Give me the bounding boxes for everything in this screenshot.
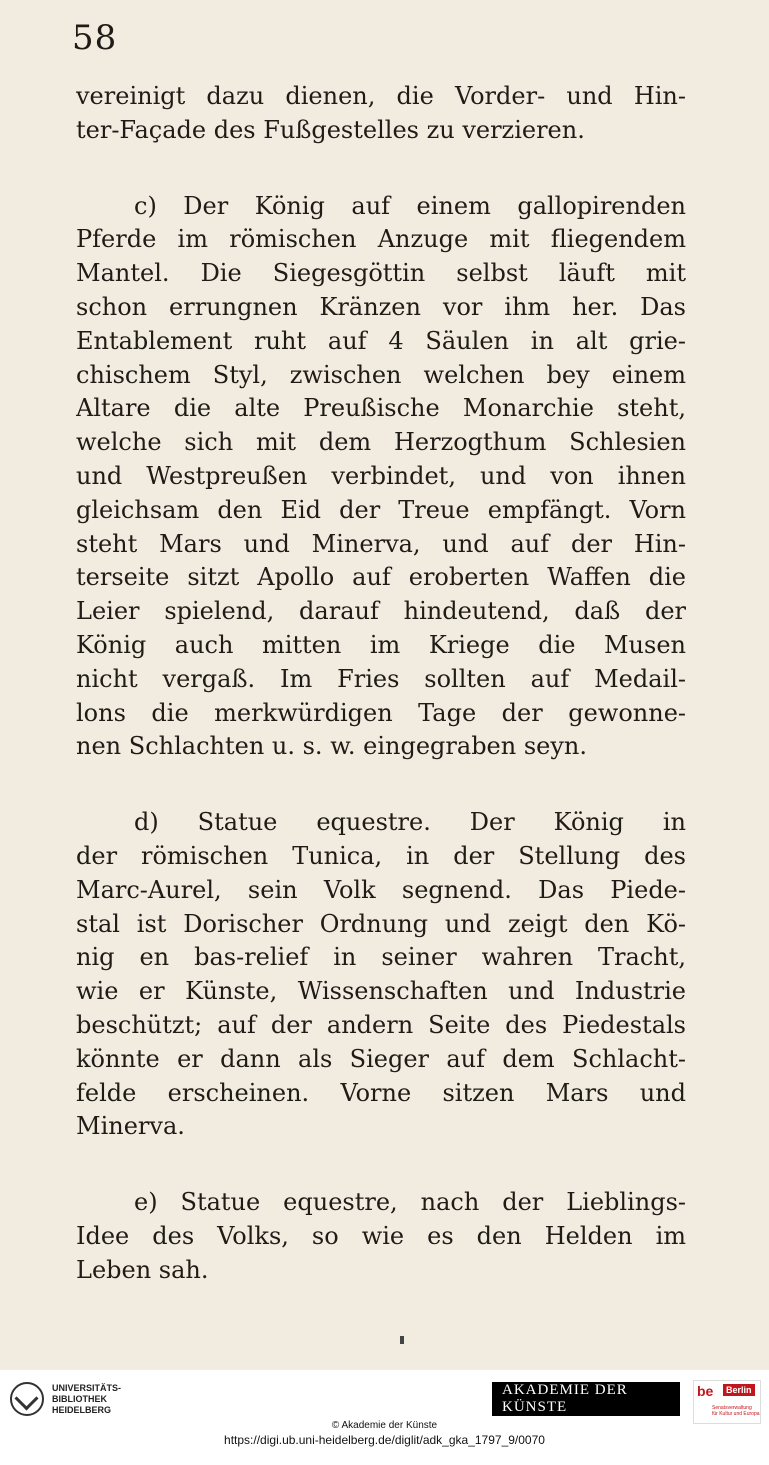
text-line: nig en bas-relief in seiner wahren Tracht, bbox=[76, 943, 686, 972]
copyright-text: © Akademie der Künste bbox=[331, 1420, 438, 1431]
text-line: schon errungnen Kränzen vor ihm her. Das bbox=[76, 292, 686, 321]
text-line: nicht vergaß. Im Fries sollten auf Medail- bbox=[76, 664, 686, 693]
text-line: vereinigt dazu dienen, die Vorder- und Hin- bbox=[76, 82, 686, 110]
text-line: und Westpreußen verbindet, und von ihnen bbox=[76, 461, 686, 490]
text-line: nen Schlachten u. s. w. eingegraben seyn. bbox=[76, 732, 588, 761]
text-line: Idee des Volks, so wie es den Helden im bbox=[76, 1221, 686, 1250]
paragraph bbox=[76, 80, 686, 148]
text-line: terseite sitzt Apollo auf eroberten Waffen die bbox=[76, 563, 686, 592]
paragraph bbox=[76, 806, 686, 1144]
paragraph-gap bbox=[76, 156, 686, 190]
ub-line: UNIVERSITÄTS- bbox=[52, 1382, 122, 1393]
text-line: Altare die alte Preußische Monarchie steht, bbox=[76, 394, 686, 423]
berlin-be: be bbox=[697, 1383, 714, 1399]
berlin-sub-line: Senatsverwaltung bbox=[712, 1405, 752, 1411]
ink-mark bbox=[400, 1336, 404, 1344]
text-line: Leben sah. bbox=[76, 1255, 209, 1284]
text-line: Marc-Aurel, sein Volk segnend. Das Piede- bbox=[76, 875, 686, 904]
text-line: felde erscheinen. Vorne sitzen Mars und bbox=[76, 1078, 686, 1107]
paragraph bbox=[76, 1186, 686, 1287]
paragraph-gap bbox=[76, 1152, 686, 1186]
text-line: Leier spielend, darauf hindeutend, daß der bbox=[76, 597, 686, 626]
text-line: c) Der König auf einem gallopirenden bbox=[134, 191, 686, 220]
text-line: gleichsam den Eid der Treue empfängt. Vorn bbox=[76, 495, 686, 524]
source-url[interactable]: https://digi.ub.uni-heidelberg.de/diglit/adk_gka_1797_9/0070 bbox=[224, 1433, 545, 1447]
text-line: e) Statue equestre, nach der Lieblings- bbox=[134, 1188, 686, 1217]
page-text bbox=[76, 80, 686, 1296]
akademie-logo[interactable] bbox=[491, 1382, 681, 1416]
text-line: Pferde im römischen Anzuge mit fliegendem bbox=[76, 225, 686, 254]
text-line: stal ist Dorischer Ordnung und zeigt den Kö- bbox=[76, 909, 686, 938]
ub-line: BIBLIOTHEK bbox=[52, 1393, 107, 1404]
ub-line: HEIDELBERG bbox=[52, 1404, 112, 1415]
text-line: ter-Façade des Fußgestelles zu verzieren. bbox=[76, 115, 585, 144]
text-line: König auch mitten im Kriege die Musen bbox=[76, 630, 686, 659]
text-line: Entablement ruht auf 4 Säulen in alt grie- bbox=[76, 326, 686, 355]
text-line: lons die merkwürdigen Tage der gewonne- bbox=[76, 698, 686, 727]
text-line: beschützt; auf der andern Seite des Piedestals bbox=[76, 1010, 686, 1039]
text-line: chischem Styl, zwischen welchen bey einem bbox=[76, 360, 686, 389]
paragraph-gap bbox=[76, 772, 686, 806]
berlin-logo[interactable] bbox=[693, 1380, 761, 1424]
paragraph bbox=[76, 190, 686, 765]
page-number: 58 bbox=[72, 18, 118, 58]
text-line: d) Statue equestre. Der König in bbox=[134, 808, 686, 837]
ub-heidelberg-logo[interactable] bbox=[10, 1382, 121, 1416]
berlin-sub-line: für Kultur und Europa bbox=[712, 1411, 760, 1417]
text-line: welche sich mit dem Herzogthum Schlesien bbox=[76, 428, 686, 457]
berlin-tag: Berlin bbox=[723, 1384, 755, 1396]
text-line: steht Mars und Minerva, und auf der Hin- bbox=[76, 529, 686, 558]
text-line: Minerva. bbox=[76, 1112, 185, 1141]
text-line: wie er Künste, Wissenschaften und Industrie bbox=[76, 977, 686, 1006]
akademie-label: AKADEMIE DER KÜNSTE bbox=[491, 1378, 681, 1420]
ub-logo-icon bbox=[10, 1382, 44, 1416]
text-line: Mantel. Die Siegesgöttin selbst läuft mit bbox=[76, 259, 686, 288]
text-line: könnte er dann als Sieger auf dem Schlacht- bbox=[76, 1044, 686, 1073]
text-line: der römischen Tunica, in der Stellung des bbox=[76, 841, 686, 870]
